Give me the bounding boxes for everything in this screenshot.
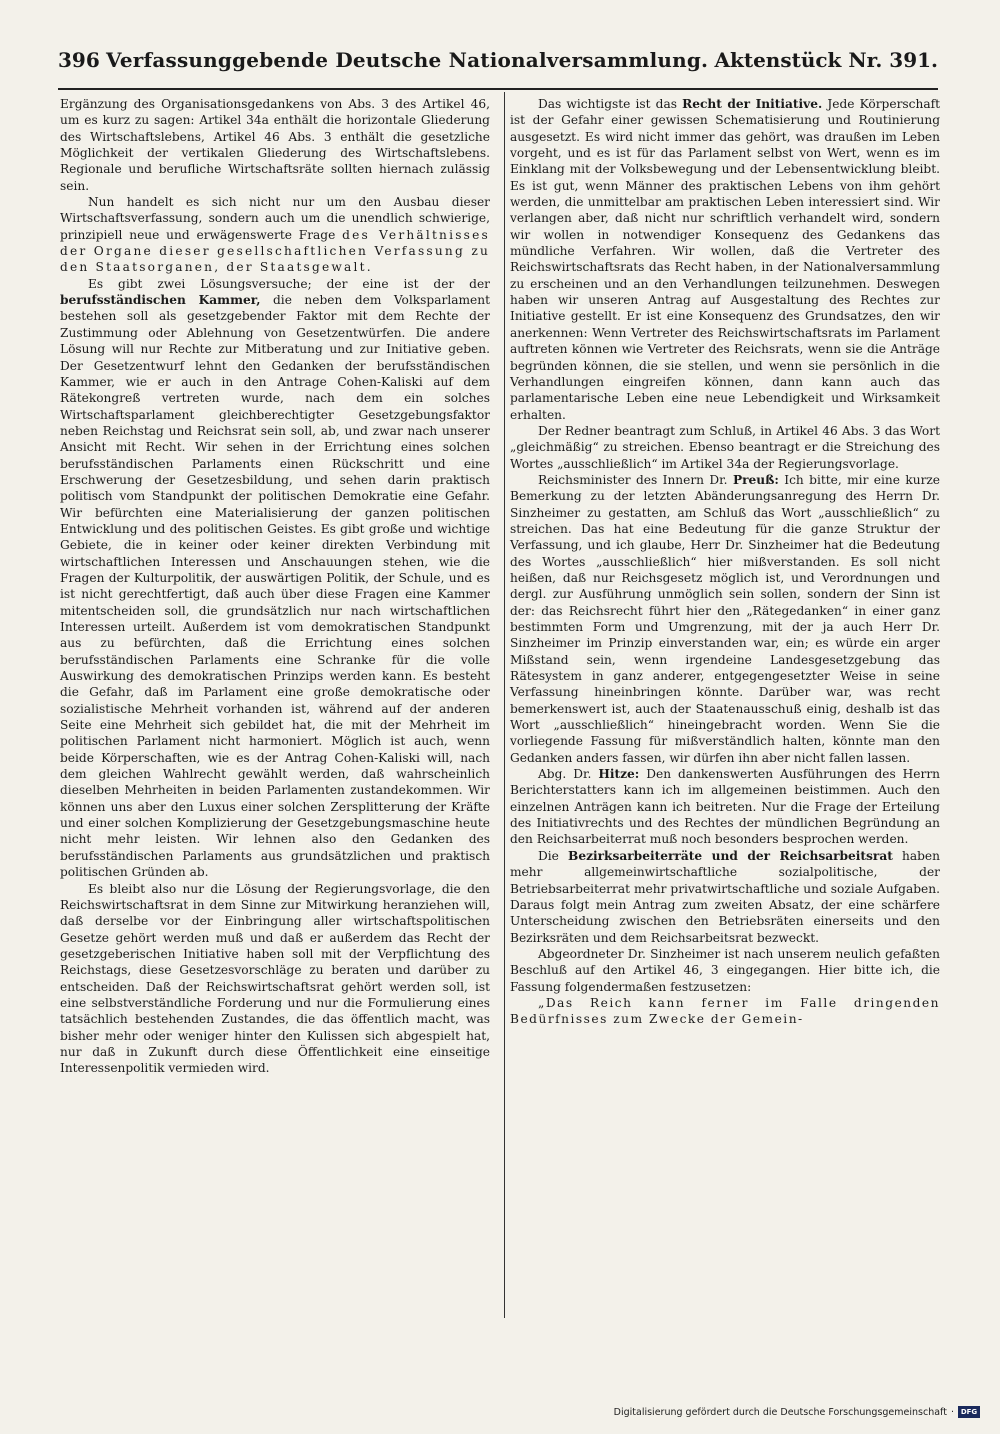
spaced-text: des Verhältnisses der Organe dieser gesellschaftlichen Verfassung zu den Staatsorganen, der Staatsgewalt. [60, 227, 490, 275]
paragraph-text: Nun handelt es sich nicht nur um den Ausbau dieser Wirtschaftsverfassung, sondern auch um die unendlich schwierige, prinzipiell neue und erwägenswerte Frage [60, 195, 490, 242]
paragraph-text: Abg. Dr. [538, 767, 592, 782]
bold-term: Bezirksarbeiterräte und der Reichsarbeitsrat [568, 848, 893, 863]
paragraph-text: Jede Körperschaft ist der Gefahr einer gewissen Schematisierung und Routinierung ausgesetzt. Es wird nicht immer das gehört, was draußen im Leben vorgeht, und es ist für das Parlament selbst von Wert, wenn es im Einklang mit der Volksbewegung und der Lebensentwicklung bleibt. Es ist gut, wenn Männer des praktischen Lebens von ihm gehört werden, die unmittelbar am praktischen Leben interessiert sind. Wir verlangen aber, daß nicht nur schriftlich verhandelt wird, sondern wir wollen in notwendiger Konsequenz des Gedankens das mündliche Verfahren. Wir wollen, daß die Vertreter des Reichswirtschaftsrats das Recht haben, in der Nationalversammlung zu erscheinen und an den Verhandlungen teilzunehmen. Deswegen haben wir unseren Antrag auf Ausgestaltung des Rechtes zur Initiative gestellt. Er ist eine Konsequenz des Grundsatzes, den wir anerkennen: Wenn Vertreter des Reichswirtschaftsrats im Parlament auftreten können wie Vertreter des Reichsrats, wenn sie die Anträge begründen können, die sie stellen, und wenn sie persönlich in die Verhandlungen eingreifen können, dann kann auch das parlamentarische Leben eine neue Lebendigkeit und Wirksamkeit erhalten. [510, 97, 941, 422]
paragraph [510, 766, 940, 848]
paragraph [510, 96, 940, 423]
paragraph [510, 472, 940, 766]
paragraph: Der Redner beantragt zum Schluß, in Artikel 46 Abs. 3 das Wort „gleichmäßig“ zu streichen. Ebenso beantragt er die Streichung des Wortes „ausschließlich“ im Artikel 34a der Regierungsvorlage. [510, 423, 940, 471]
paragraph-text: Den dankenswerten Ausführungen des Herrn Berichterstatters kann ich im allgemeinen beistimmen. Auch den einzelnen Anträgen kann ich beitreten. Nur die Frage der Erteilung des Initiativrechts und des Rechtes der mündlichen Begründung an den Reichsarbeiterrat muß noch besonders besprochen werden. [510, 767, 940, 847]
document-number: Aktenstück Nr. 391. [714, 48, 938, 72]
bold-term: berufsständischen Kammer, [60, 293, 261, 308]
paragraph [60, 194, 490, 276]
quotation: „Das Reich kann ferner im Falle dringenden Bedürfnisses zum Zwecke der Gemein- [510, 995, 940, 1027]
speaker-name: Hitze: [598, 767, 640, 782]
paragraph-text: Ich bitte, mir eine kurze Bemerkung zu der letzten Abänderungsanregung des Herrn Dr. Sinzheimer zu gestatten, am Schluß das Wort „ausschließlich“ zu streichen. Das hat eine Bedeutung für die ganze Struktur der Verfassung, und ich glaube, Herr Dr. Sinzheimer hat die Bedeutung des Wortes „ausschließlich“ hier mißverstanden. Es soll nicht heißen, daß nur Reichsgesetz möglich ist, und Verordnungen und dergl. zur Ausführung unmöglich sein sollen, sondern der Sinn ist der: das Reichsrecht führt hier den „Rätegedanken“ in einer ganz bestimmten Form und Umgrenzung, mit der ja auch Herr Dr. Sinzheimer im Prinzip einverstanden war, ein; es würde ein arger Mißstand sein, wenn irgendeine Landesgesetzgebung das Rätesystem in ganz anderer, entgegengesetzter Weise in seine Verfassung hineinbringen könnte. Darüber war, was recht bemerkenswert ist, auch der Staatenausschuß einig, deshalb ist das Wort „ausschließlich“ hineingebracht worden. Wenn Sie die vorliegende Fassung für mißverständlich halten, könnte man den Gedanken anders fassen, wir dürfen ihn aber nicht fallen lassen. [510, 472, 941, 765]
page-number: 396 [58, 48, 100, 72]
paragraph-text: Die [538, 848, 559, 863]
footer-text: Digitalisierung gefördert durch die Deutsche Forschungsgemeinschaft [613, 1406, 947, 1418]
paragraph-text: Das wichtigste ist das [538, 97, 677, 111]
paragraph: Es bleibt also nur die Lösung der Regierungsvorlage, die den Reichswirtschaftsrat in dem Sinne zur Mitwirkung heranziehen will, daß derselbe vor der Einbringung aller wirtschaftspolitischen Gesetze gehört werden muß und daß er außerdem das Recht der gesetzgeberischen Initiative haben soll mit der Verpflichtung des Reichstags, diese Gesetzesvorschläge zu beraten und darüber zu entscheiden. Daß der Reichswirtschaftsrat gehört werden soll, ist eine selbstverständliche Forderung und nur die Formulierung eines tatsächlich bestehenden Zustandes, die das öffentlich macht, was bisher mehr oder weniger hinter den Kulissen sich abgespielt hat, nur daß in Zukunft durch diese Öffentlichkeit eine einseitige Interessenpolitik vermieden wird. [60, 881, 490, 1076]
left-column [60, 96, 490, 1077]
right-column [510, 96, 940, 1028]
column-divider [504, 92, 505, 1318]
paragraph: Ergänzung des Organisationsgedankens von Abs. 3 des Artikel 46, um es kurz zu sagen: Artikel 34a enthält die horizontale Gliederung des Wirtschaftslebens, Artikel 46 Abs. 3 enthält die gesetzliche Möglichkeit der vertikalen Gliederung des Wirtschaftslebens. Regionale und berufliche Wirtschaftsräte sollten hiernach zulässig sein. [60, 97, 490, 193]
page-header [58, 48, 938, 90]
paragraph-text: haben mehr allgemeinwirtschaftliche sozialpolitische, der Betriebsarbeiterrat mehr privatwirtschaftliche und soziale Aufgaben. Daraus folgt mein Antrag zum zweiten Absatz, der eine schärfere Unterscheidung zwischen den Betriebsräten einerseits und den Bezirksräten und dem Reichsarbeitsrat bezweckt. [510, 848, 940, 945]
bold-term: Recht der Initiative. [682, 97, 823, 111]
paragraph-text: Reichsminister des Innern Dr. [538, 472, 728, 487]
dfg-logo-icon: DFG [958, 1406, 980, 1418]
speaker-name: Preuß: [732, 472, 779, 487]
paragraph-text: Es gibt zwei Lösungsversuche; der eine ist der der [88, 276, 490, 291]
paragraph: Abgeordneter Dr. Sinzheimer ist nach unserem neulich gefaßten Beschluß auf den Artikel 46, 3 eingegangen. Hier bitte ich, die Fassung folgendermaßen festzusetzen: [510, 946, 940, 994]
paragraph [60, 276, 490, 881]
footer-credit: Digitalisierung gefördert durch die Deutsche Forschungsgemeinschaft · DFG [614, 1406, 980, 1418]
paragraph [510, 848, 940, 946]
running-title: Verfassunggebende Deutsche Nationalversammlung. [106, 48, 709, 72]
paragraph-text: die neben dem Volksparlament bestehen soll als gesetzgebender Faktor mit dem Rechte der Zustimmung oder Ablehnung von Gesetzentwürfen. Die andere Lösung will nur Rechte zur Mitberatung und zur Initiative geben. Der Gesetzentwurf lehnt den Gedanken der berufsständischen Kammer, wie er auch in den Antrage Cohen-Kaliski auf dem Rätekongreß vertreten wurde, nach dem ein solches Wirtschaftsparlament gleichberechtigter Gesetzgebungsfaktor neben Reichstag und Reichsrat sein soll, ab, und zwar nach unserer Ansicht mit Recht. Wir sehen in der Errichtung eines solchen berufsständischen Parlaments einen Rückschritt und eine Erschwerung der Gesetzesbildung, und sehen darin praktisch politisch vom Standpunkt der politischen Demokratie eine Gefahr. Wir befürchten eine Materialisierung der ganzen politischen Entwicklung und des politischen Geistes. Es gibt große und wichtige Gebiete, die in keiner oder keiner direkten Verbindung mit wirtschaftlichen Interessen und Anschauungen stehen, wie die Fragen der Kulturpolitik, der auswärtigen Politik, der Schule, und es ist nicht gerechtfertigt, daß auch über diese Fragen eine Kammer mitentscheiden soll, die grundsätzlich nur nach wirtschaftlichen Interessen urteilt. Außerdem ist vom demokratischen Standpunkt aus zu befürchten, daß die Errichtung eines solchen berufsständischen Parlaments eine Schranke für die volle Auswirkung des demokratischen Prinzips werden kann. Es besteht die Gefahr, daß im Parlament eine große demokratische oder sozialistische Mehrheit vorhanden ist, während auf der anderen Seite eine Mehrheit sich gebildet hat, die mit der Mehrheit im politischen Parlament nicht harmoniert. Möglich ist auch, wenn beide Körperschaften, wie es der Antrag Cohen-Kaliski will, nach dem gleichen Wahlrecht gewählt werden, daß wahrscheinlich dieselben Mehrheiten in beiden Parlamenten zustandekommen. Wir können uns aber den Luxus einer solchen Zersplitterung der Kräfte und einer solchen Komplizierung der Gesetzgebungsmaschine heute nicht mehr leisten. Wir lehnen also den Gedanken des berufsständischen Parlaments aus grundsätzlichen und praktisch politischen Gründen ab. [60, 293, 491, 880]
